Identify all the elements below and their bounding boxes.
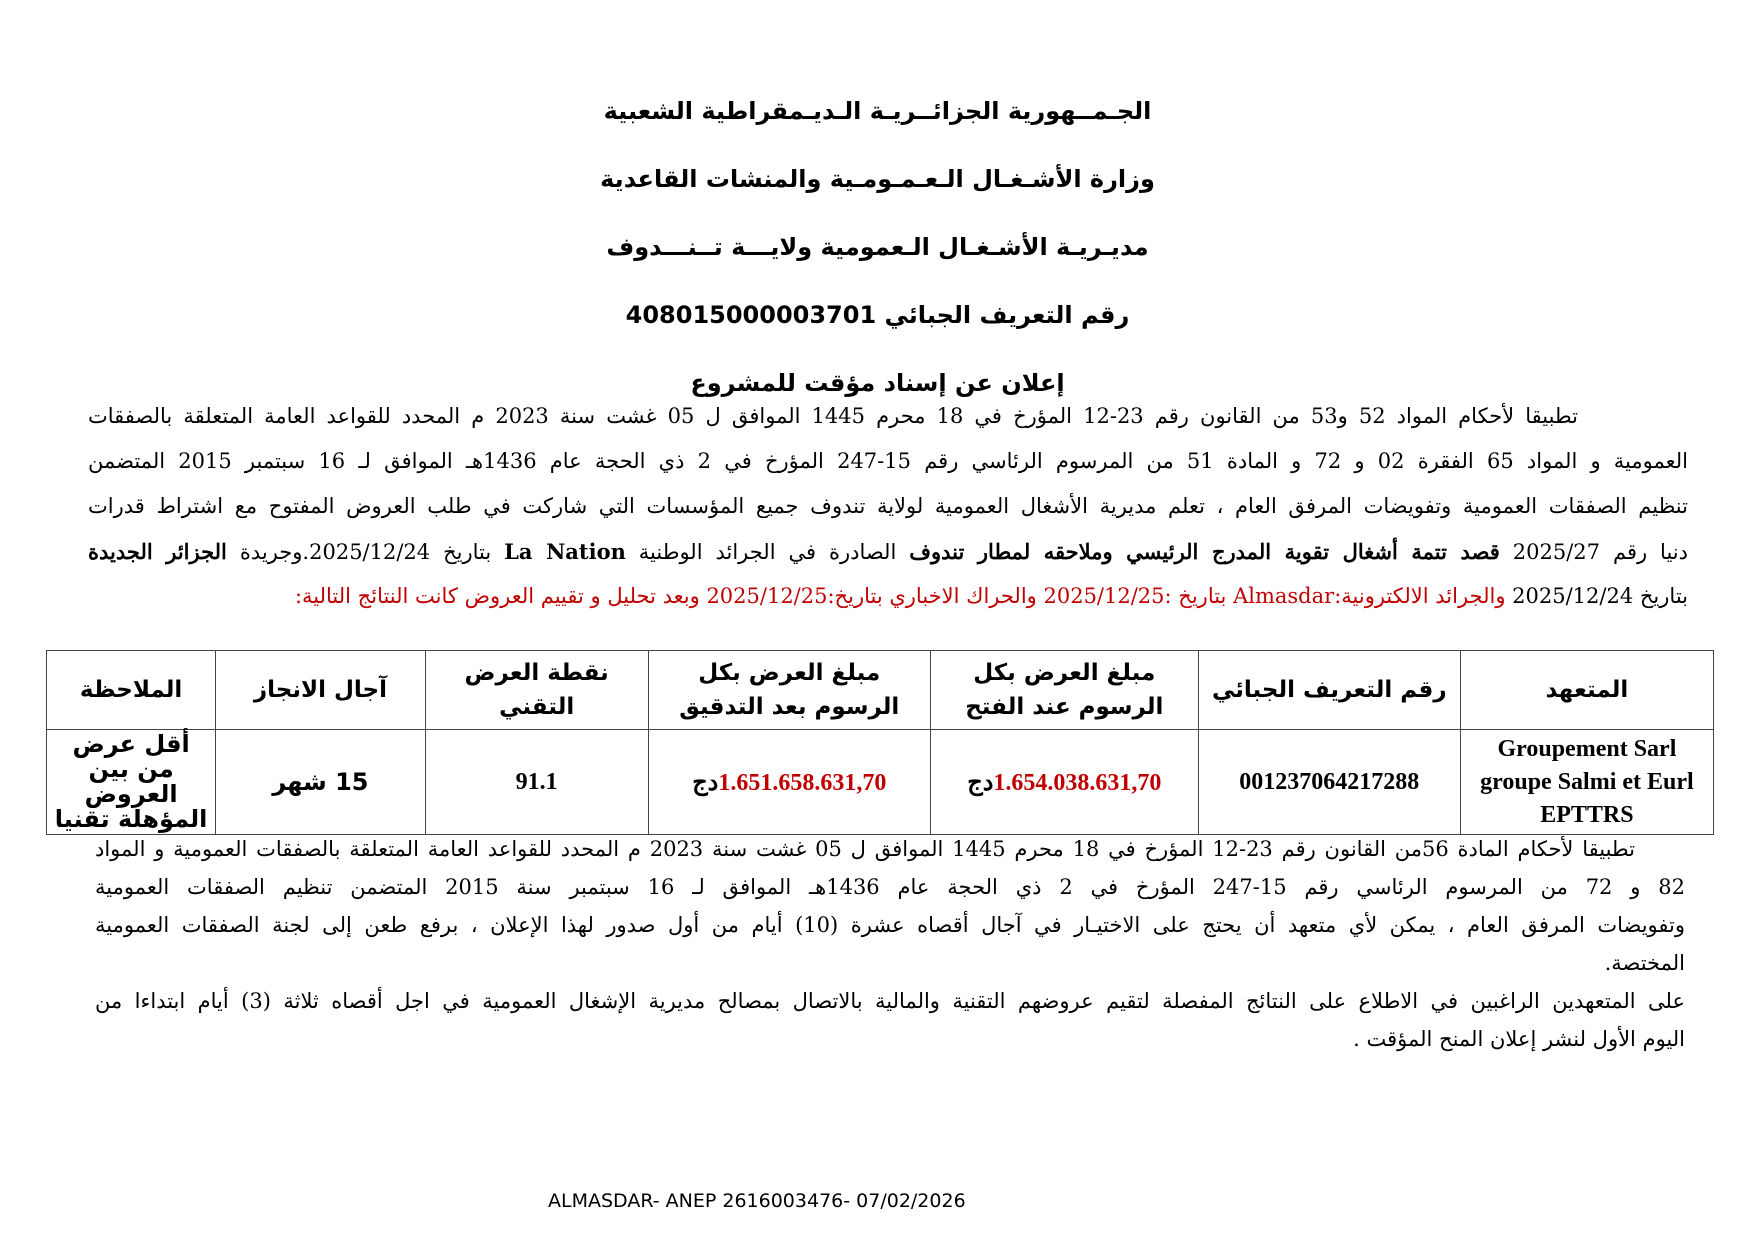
amount-checked-value: 1.651.658.631,70 [718,769,887,796]
header-bidder: المتعهد [1460,651,1713,730]
cell-amount-checked [648,730,930,835]
republic-title: الجـمــهورية الجزائــريـة الـديـمقراطية الشعبية [603,97,1152,125]
document-header [0,94,1755,400]
results-table [46,650,1714,835]
appeal-line-5: على المتعهدين الراغبين في الاطلاع على النتائج المفصلة لتقيم عروضهم التقنية والمالية بالاتصال بمصالح مديرية الإشغال العمومية في اجل أقصاه ثلاثة (3) أيام ابتداءا من [95,989,1685,1013]
table-header-row [47,651,1714,730]
header-amount-checked: مبلغ العرض بكل الرسوم بعد التدقيق [648,651,930,730]
appeal-line-4: المختصة. [1604,951,1685,975]
appeal-line-2: 82 و 72 من المرسوم الرئاسي رقم 15-247 المؤرخ في 2 ذي الحجة عام 1436هـ الموافق لـ 16 سبتمبر سنة 2015 المتضمن تنظيم الصفقات العمومية [95,875,1685,899]
appeal-line-6: اليوم الأول لنشر إعلان المنح المؤقت . [1353,1027,1685,1051]
header-tech-score: نقطة العرض التقني [425,651,648,730]
project-name: قصد تتمة أشغال تقوية المدرج الرئيسي وملاحقه لمطار تندوف [909,539,1500,564]
cell-bidder: Groupement Sarl groupe Salmi et Eurl EPTTRS [1460,730,1713,835]
tax-id-line: رقم التعريف الجبائي 408015000003701 [625,301,1130,329]
cell-tech-score: 91.1 [425,730,648,835]
ministry-title: وزارة الأشـغـال الـعـمـومـية والمنشات القاعدية [600,165,1155,193]
electronic-publications: والجرائد الالكترونية:Almasdar بتاريخ :2025/12/25 والحراك الاخباري بتاريخ:2025/12/25 وبعد تحليل و تقييم العروض كانت النتائج التالية: [294,584,1506,608]
directorate-title: مديـريـة الأشـغـال الـعمومية ولايـــة تــنـــدوف [606,233,1149,261]
appeal-paragraph [95,830,1685,1058]
currency-label: دج [967,769,994,796]
publication-text: الصادرة في الجرائد الوطنية [625,540,910,564]
header-tax-id: رقم التعريف الجبائي [1198,651,1460,730]
header-amount-open: مبلغ العرض بكل الرسوم عند الفتح [930,651,1198,730]
cell-duration: 15 شهر [216,730,425,835]
publication-date: بتاريخ 2025/12/24.وجريدة [226,540,505,564]
header-note: الملاحظة [47,651,216,730]
appeal-line-3: وتفويضات المرفق العام ، يمكن لأي متعهد أن يحتج على الاختيـار في آجال أقصاه عشرة (10) أيام من أول صدور لهذا الإعلان ، برفع طعن إلى لجنة الصفقات العمومية [95,913,1685,937]
intro-paragraph [88,394,1688,619]
intro-line-3: تنظيم الصفقات العمومية وتفويضات المرفق العام ، تعلم مديرية الأشغال العمومية لولاية تندوف جميع المؤسسات التي شاركت في طلب العروض المفتوح مع اشتراط قدرات [88,494,1688,518]
cell-amount-open [930,730,1198,835]
newspaper-aljazair-jadida: الجزائر الجديدة [88,539,227,564]
publication-date-2: بتاريخ 2025/12/24 [1505,584,1688,608]
intro-line-2: العمومية و المواد 65 الفقرة 02 و 72 و المادة 51 من المرسوم الرئاسي رقم 15-247 المؤرخ في 2 ذي الحجة عام 1436هـ الموافق لـ 16 سبتمبر 2015 المتضمن [88,449,1688,473]
cell-tax-id: 001237064217288 [1198,730,1460,835]
amount-open-value: 1.654.038.631,70 [993,769,1162,796]
intro-line-1: تطبيقا لأحكام المواد 52 و53 من القانون رقم 23-12 المؤرخ في 18 محرم 1445 الموافق ل 05 غشت سنة 2023 م المحدد للقواعد العامة المتعلقة بالصفقات [88,404,1578,428]
tender-number: دنيا رقم 2025/27 [1499,540,1688,564]
header-duration: آجال الانجاز [216,651,425,730]
intro-line-5 [88,574,1688,619]
currency-label: دج [692,769,719,796]
newspaper-la-nation: La Nation [504,539,626,564]
appeal-line-1: تطبيقا لأحكام المادة 56من القانون رقم 23-12 المؤرخ في 18 محرم 1445 الموافق ل 05 غشت سنة 2023 م المحدد للقواعد العامة المتعلقة بالصفقات العمومية و المواد [95,837,1635,861]
announcement-title: إعلان عن إسناد مؤقت للمشروع [690,369,1065,397]
cell-note: أقل عرض من بين العروض المؤهلة تقنيا [47,730,216,835]
table-row [47,730,1714,835]
footer-reference: ALMASDAR- ANEP 2616003476- 07/02/2026 [548,1190,966,1212]
intro-line-4 [88,529,1688,574]
